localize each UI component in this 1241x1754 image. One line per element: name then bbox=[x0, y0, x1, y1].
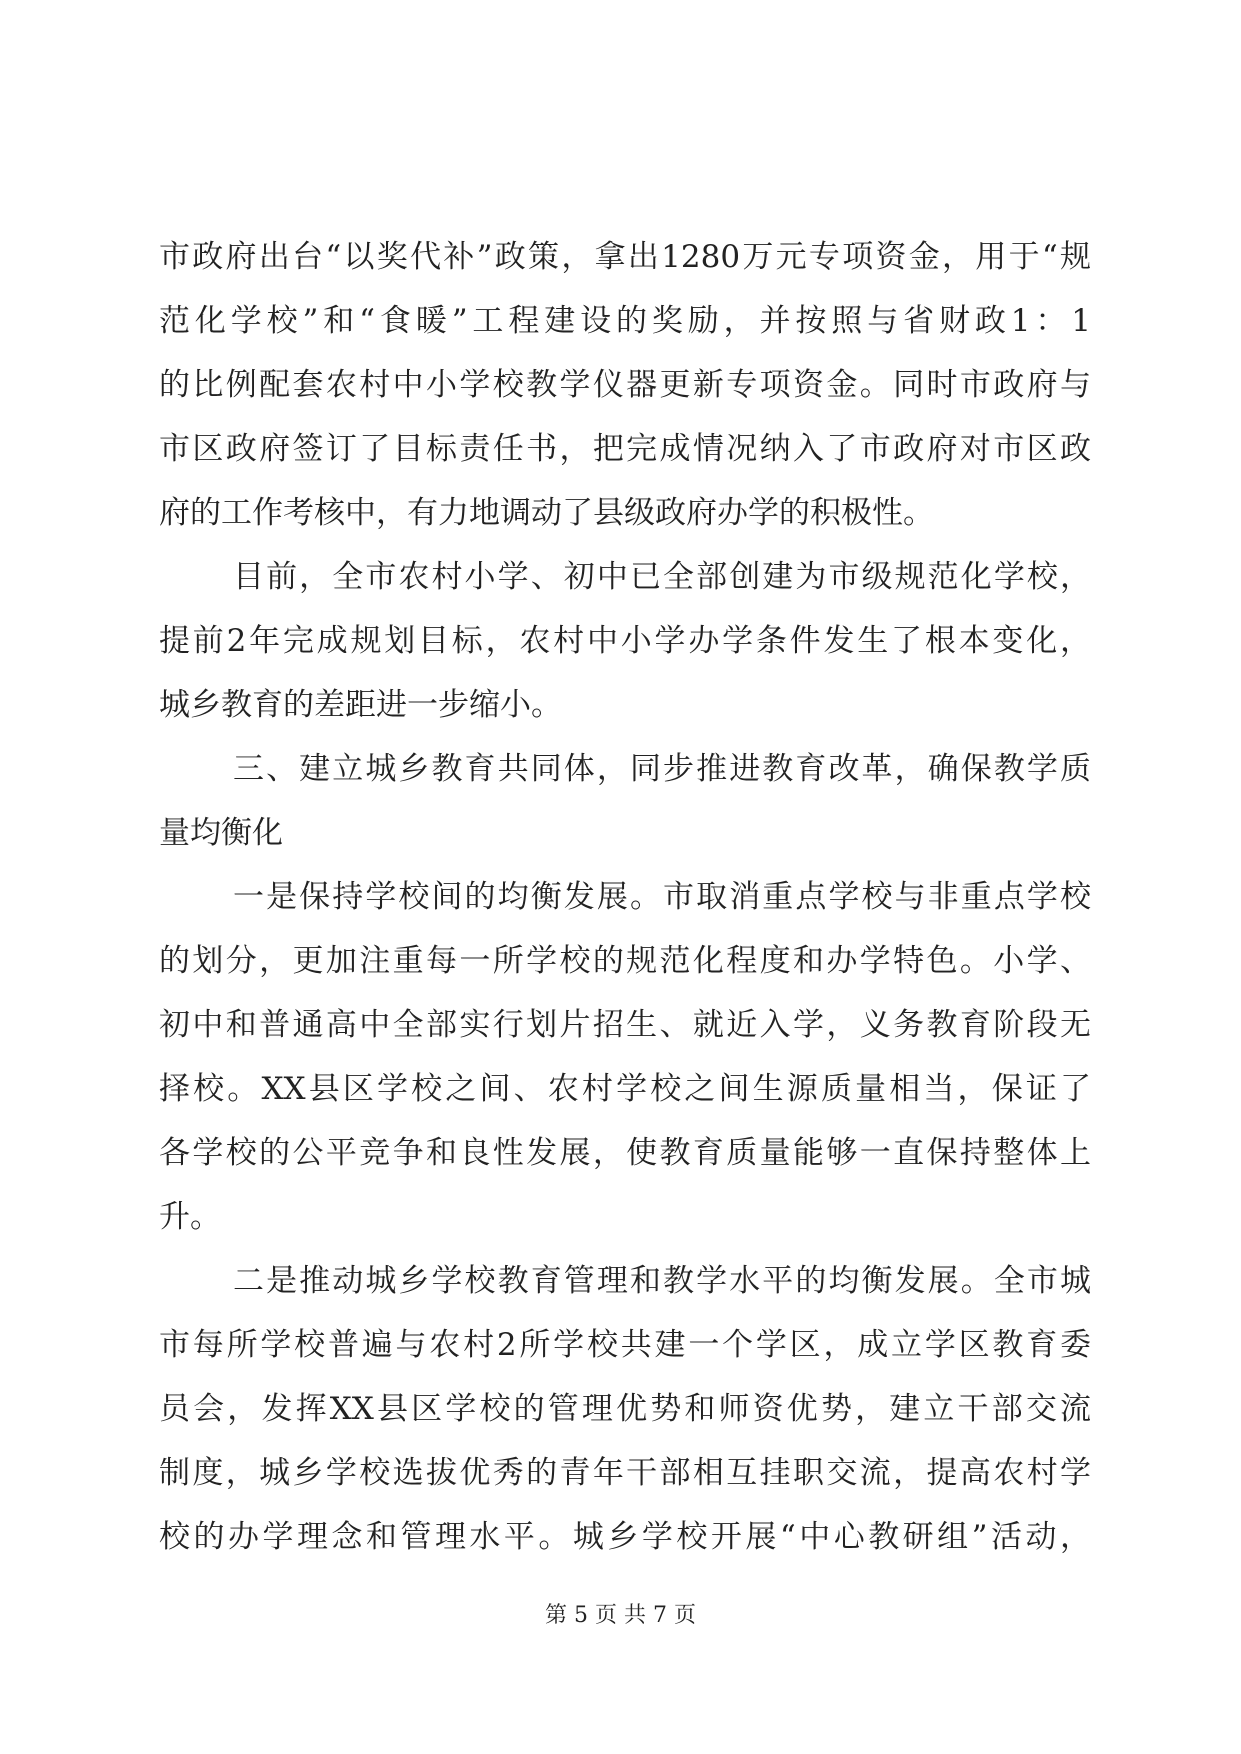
text-line bbox=[159, 1249, 1091, 1313]
text-line bbox=[159, 289, 1091, 353]
section-heading-line bbox=[159, 801, 1091, 865]
text-line bbox=[159, 225, 1091, 289]
text-line-content: 一是保持学校间的均衡发展。市取消重点学校与非重点学校 bbox=[233, 879, 1091, 915]
text-line bbox=[159, 1377, 1091, 1441]
text-line bbox=[159, 1057, 1091, 1121]
text-line bbox=[159, 865, 1091, 929]
text-line bbox=[159, 1313, 1091, 1377]
text-line bbox=[159, 609, 1091, 673]
text-line bbox=[159, 993, 1091, 1057]
text-line bbox=[159, 481, 1091, 545]
text-line-content: 的比例配套农村中小学校教学仪器更新专项资金。同时市政府与 bbox=[159, 367, 1091, 403]
text-line-content: 三、建立城乡教育共同体，同步推进教育改革，确保教学质 bbox=[233, 751, 1091, 787]
text-line-content: 择校。XX县区学校之间、农村学校之间生源质量相当，保证了 bbox=[159, 1071, 1091, 1107]
text-line-content: 市每所学校普遍与农村2所学校共建一个学区，成立学区教育委 bbox=[159, 1327, 1091, 1363]
text-line-content: 二是推动城乡学校教育管理和教学水平的均衡发展。全市城 bbox=[233, 1263, 1091, 1299]
text-line bbox=[159, 929, 1091, 993]
text-line bbox=[159, 353, 1091, 417]
text-line-content: 提前2年完成规划目标，农村中小学办学条件发生了根本变化， bbox=[159, 623, 1091, 659]
text-line-content: 府的工作考核中，有力地调动了县级政府办学的积极性。 bbox=[159, 495, 934, 531]
text-line-content: 范化学校”和“食暖”工程建设的奖励，并按照与省财政1：1 bbox=[159, 303, 1091, 339]
section-heading-line bbox=[159, 737, 1091, 801]
text-line-content: 市区政府签订了目标责任书，把完成情况纳入了市政府对市区政 bbox=[159, 431, 1091, 467]
text-line-content: 城乡教育的差距进一步缩小。 bbox=[159, 687, 562, 723]
text-line bbox=[159, 1441, 1091, 1505]
text-line-content: 市政府出台“以奖代补”政策，拿出1280万元专项资金，用于“规 bbox=[159, 239, 1091, 275]
text-line-content: 的划分，更加注重每一所学校的规范化程度和办学特色。小学、 bbox=[159, 943, 1091, 979]
text-line-content: 制度，城乡学校选拔优秀的青年干部相互挂职交流，提高农村学 bbox=[159, 1455, 1091, 1491]
text-line-content: 目前，全市农村小学、初中已全部创建为市级规范化学校， bbox=[233, 559, 1091, 595]
page-number-footer: 第 5 页 共 7 页 bbox=[545, 1603, 696, 1628]
text-line bbox=[159, 545, 1091, 609]
text-line-content: 升。 bbox=[159, 1199, 221, 1235]
body-text bbox=[159, 225, 1091, 1569]
text-line bbox=[159, 1185, 1091, 1249]
text-line bbox=[159, 1505, 1091, 1569]
text-line bbox=[159, 417, 1091, 481]
text-line-content: 员会，发挥XX县区学校的管理优势和师资优势，建立干部交流 bbox=[159, 1391, 1091, 1427]
text-line-content: 初中和普通高中全部实行划片招生、就近入学，义务教育阶段无 bbox=[159, 1007, 1091, 1043]
text-line-content: 量均衡化 bbox=[159, 815, 283, 851]
text-line-content: 校的办学理念和管理水平。城乡学校开展“中心教研组”活动， bbox=[159, 1519, 1091, 1555]
text-line bbox=[159, 673, 1091, 737]
text-line-content: 各学校的公平竞争和良性发展，使教育质量能够一直保持整体上 bbox=[159, 1135, 1091, 1171]
text-line bbox=[159, 1121, 1091, 1185]
